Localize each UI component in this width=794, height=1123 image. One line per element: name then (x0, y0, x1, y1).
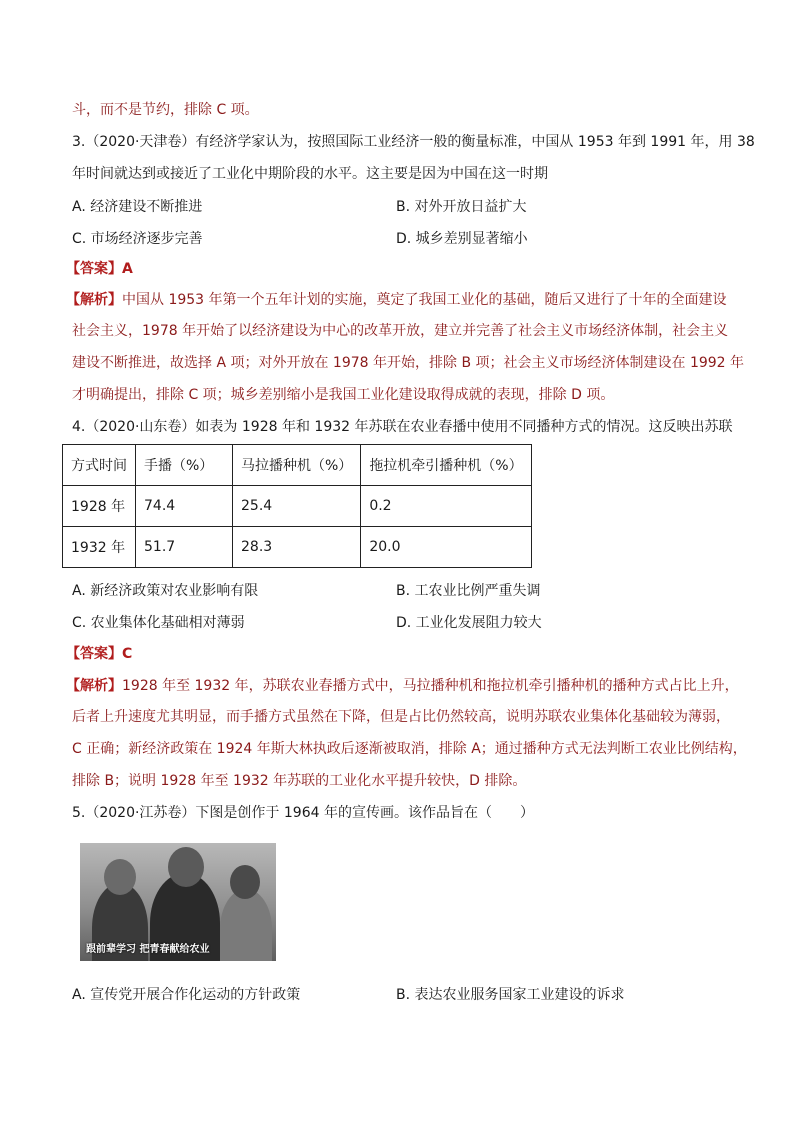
propaganda-poster-image (80, 843, 276, 961)
table-cell: 20.0 (361, 527, 531, 568)
q3-option-a: A. 经济建设不断推进 (72, 199, 203, 215)
q4-option-d: D. 工业化发展阻力较大 (396, 615, 542, 631)
q2-analysis-tail: 斗，而不是节约，排除 C 项。 (72, 102, 259, 118)
q3-option-c: C. 市场经济逐步完善 (72, 231, 203, 247)
q4-analysis-line-3: C 正确；新经济政策在 1924 年斯大林执政后逐渐被取消，排除 A；通过播种方式无法判断工农业比例结构， (72, 741, 747, 757)
table-row (63, 527, 532, 568)
q4-analysis-text-1: 1928 年至 1932 年，苏联农业春播方式中，马拉播种机和拖拉机牵引播种机的播种方式占比上升， (122, 678, 739, 694)
table-cell: 51.7 (136, 527, 233, 568)
table-cell: 25.4 (233, 486, 361, 527)
table-header-row (63, 445, 532, 486)
q4-option-b: B. 工农业比例严重失调 (396, 583, 541, 599)
q3-stem-line-1: 3.（2020·天津卷）有经济学家认为，按照国际工业经济一般的衡量标准，中国从 1953 年到 1991 年，用 38 (72, 134, 755, 150)
q5-option-b: B. 表达农业服务国家工业建设的诉求 (396, 987, 625, 1003)
table-header-cell: 方式时间 (63, 445, 136, 486)
q4-option-c: C. 农业集体化基础相对薄弱 (72, 615, 245, 631)
q5-option-a: A. 宣传党开展合作化运动的方针政策 (72, 987, 301, 1003)
table-row (63, 486, 532, 527)
q3-analysis-tag: 【解析】 (66, 292, 122, 308)
q4-analysis-tag: 【解析】 (66, 678, 122, 694)
q4-analysis-line-1 (66, 675, 739, 697)
poster-head-center (168, 847, 204, 887)
q3-analysis-line-3: 建设不断推进，故选择 A 项；对外开放在 1978 年开始，排除 B 项；社会主义市场经济体制建设在 1992 年 (72, 355, 745, 371)
table-cell: 74.4 (136, 486, 233, 527)
table-cell: 0.2 (361, 486, 531, 527)
q4-option-a: A. 新经济政策对农业影响有限 (72, 583, 259, 599)
table-cell: 28.3 (233, 527, 361, 568)
q4-stem: 4.（2020·山东卷）如表为 1928 年和 1932 年苏联在农业春播中使用不同播种方式的情况。这反映出苏联 (72, 419, 733, 435)
table-header-cell: 马拉播种机（%） (233, 445, 361, 486)
q4-answer: 【答案】C (66, 646, 133, 662)
q3-answer: 【答案】A (66, 261, 133, 277)
q4-analysis-line-4: 排除 B；说明 1928 年至 1932 年苏联的工业化水平提升较快，D 排除。 (72, 773, 527, 789)
q3-analysis-text-1: 中国从 1953 年第一个五年计划的实施，奠定了我国工业化的基础，随后又进行了十年的全面建设 (122, 292, 727, 308)
q3-option-d: D. 城乡差别显著缩小 (396, 231, 528, 247)
q3-stem-line-2: 年时间就达到或接近了工业化中期阶段的水平。这主要是因为中国在这一时期 (72, 166, 548, 182)
q4-analysis-line-2: 后者上升速度尤其明显，而手播方式虽然在下降，但是占比仍然较高，说明苏联农业集体化基础较为薄弱， (72, 709, 730, 725)
table-header-cell: 手播（%） (136, 445, 233, 486)
q5-stem: 5.（2020·江苏卷）下图是创作于 1964 年的宣传画。该作品旨在（ ） (72, 805, 534, 821)
q3-analysis-line-1 (66, 289, 726, 311)
poster-head-left (104, 859, 136, 895)
table-cell: 1928 年 (63, 486, 136, 527)
q3-analysis-line-2: 社会主义，1978 年开始了以经济建设为中心的改革开放，建立并完善了社会主义市场经济体制，社会主义 (72, 323, 729, 339)
q3-analysis-line-4: 才明确提出，排除 C 项；城乡差别缩小是我国工业化建设取得成就的表现，排除 D 项。 (72, 387, 615, 403)
q3-option-b: B. 对外开放日益扩大 (396, 199, 527, 215)
poster-caption: 跟前辈学习 把青春献给农业 (86, 944, 210, 955)
q4-data-table (62, 444, 532, 568)
table-header-cell: 拖拉机牵引播种机（%） (361, 445, 531, 486)
poster-head-right (230, 865, 260, 899)
table-cell: 1932 年 (63, 527, 136, 568)
